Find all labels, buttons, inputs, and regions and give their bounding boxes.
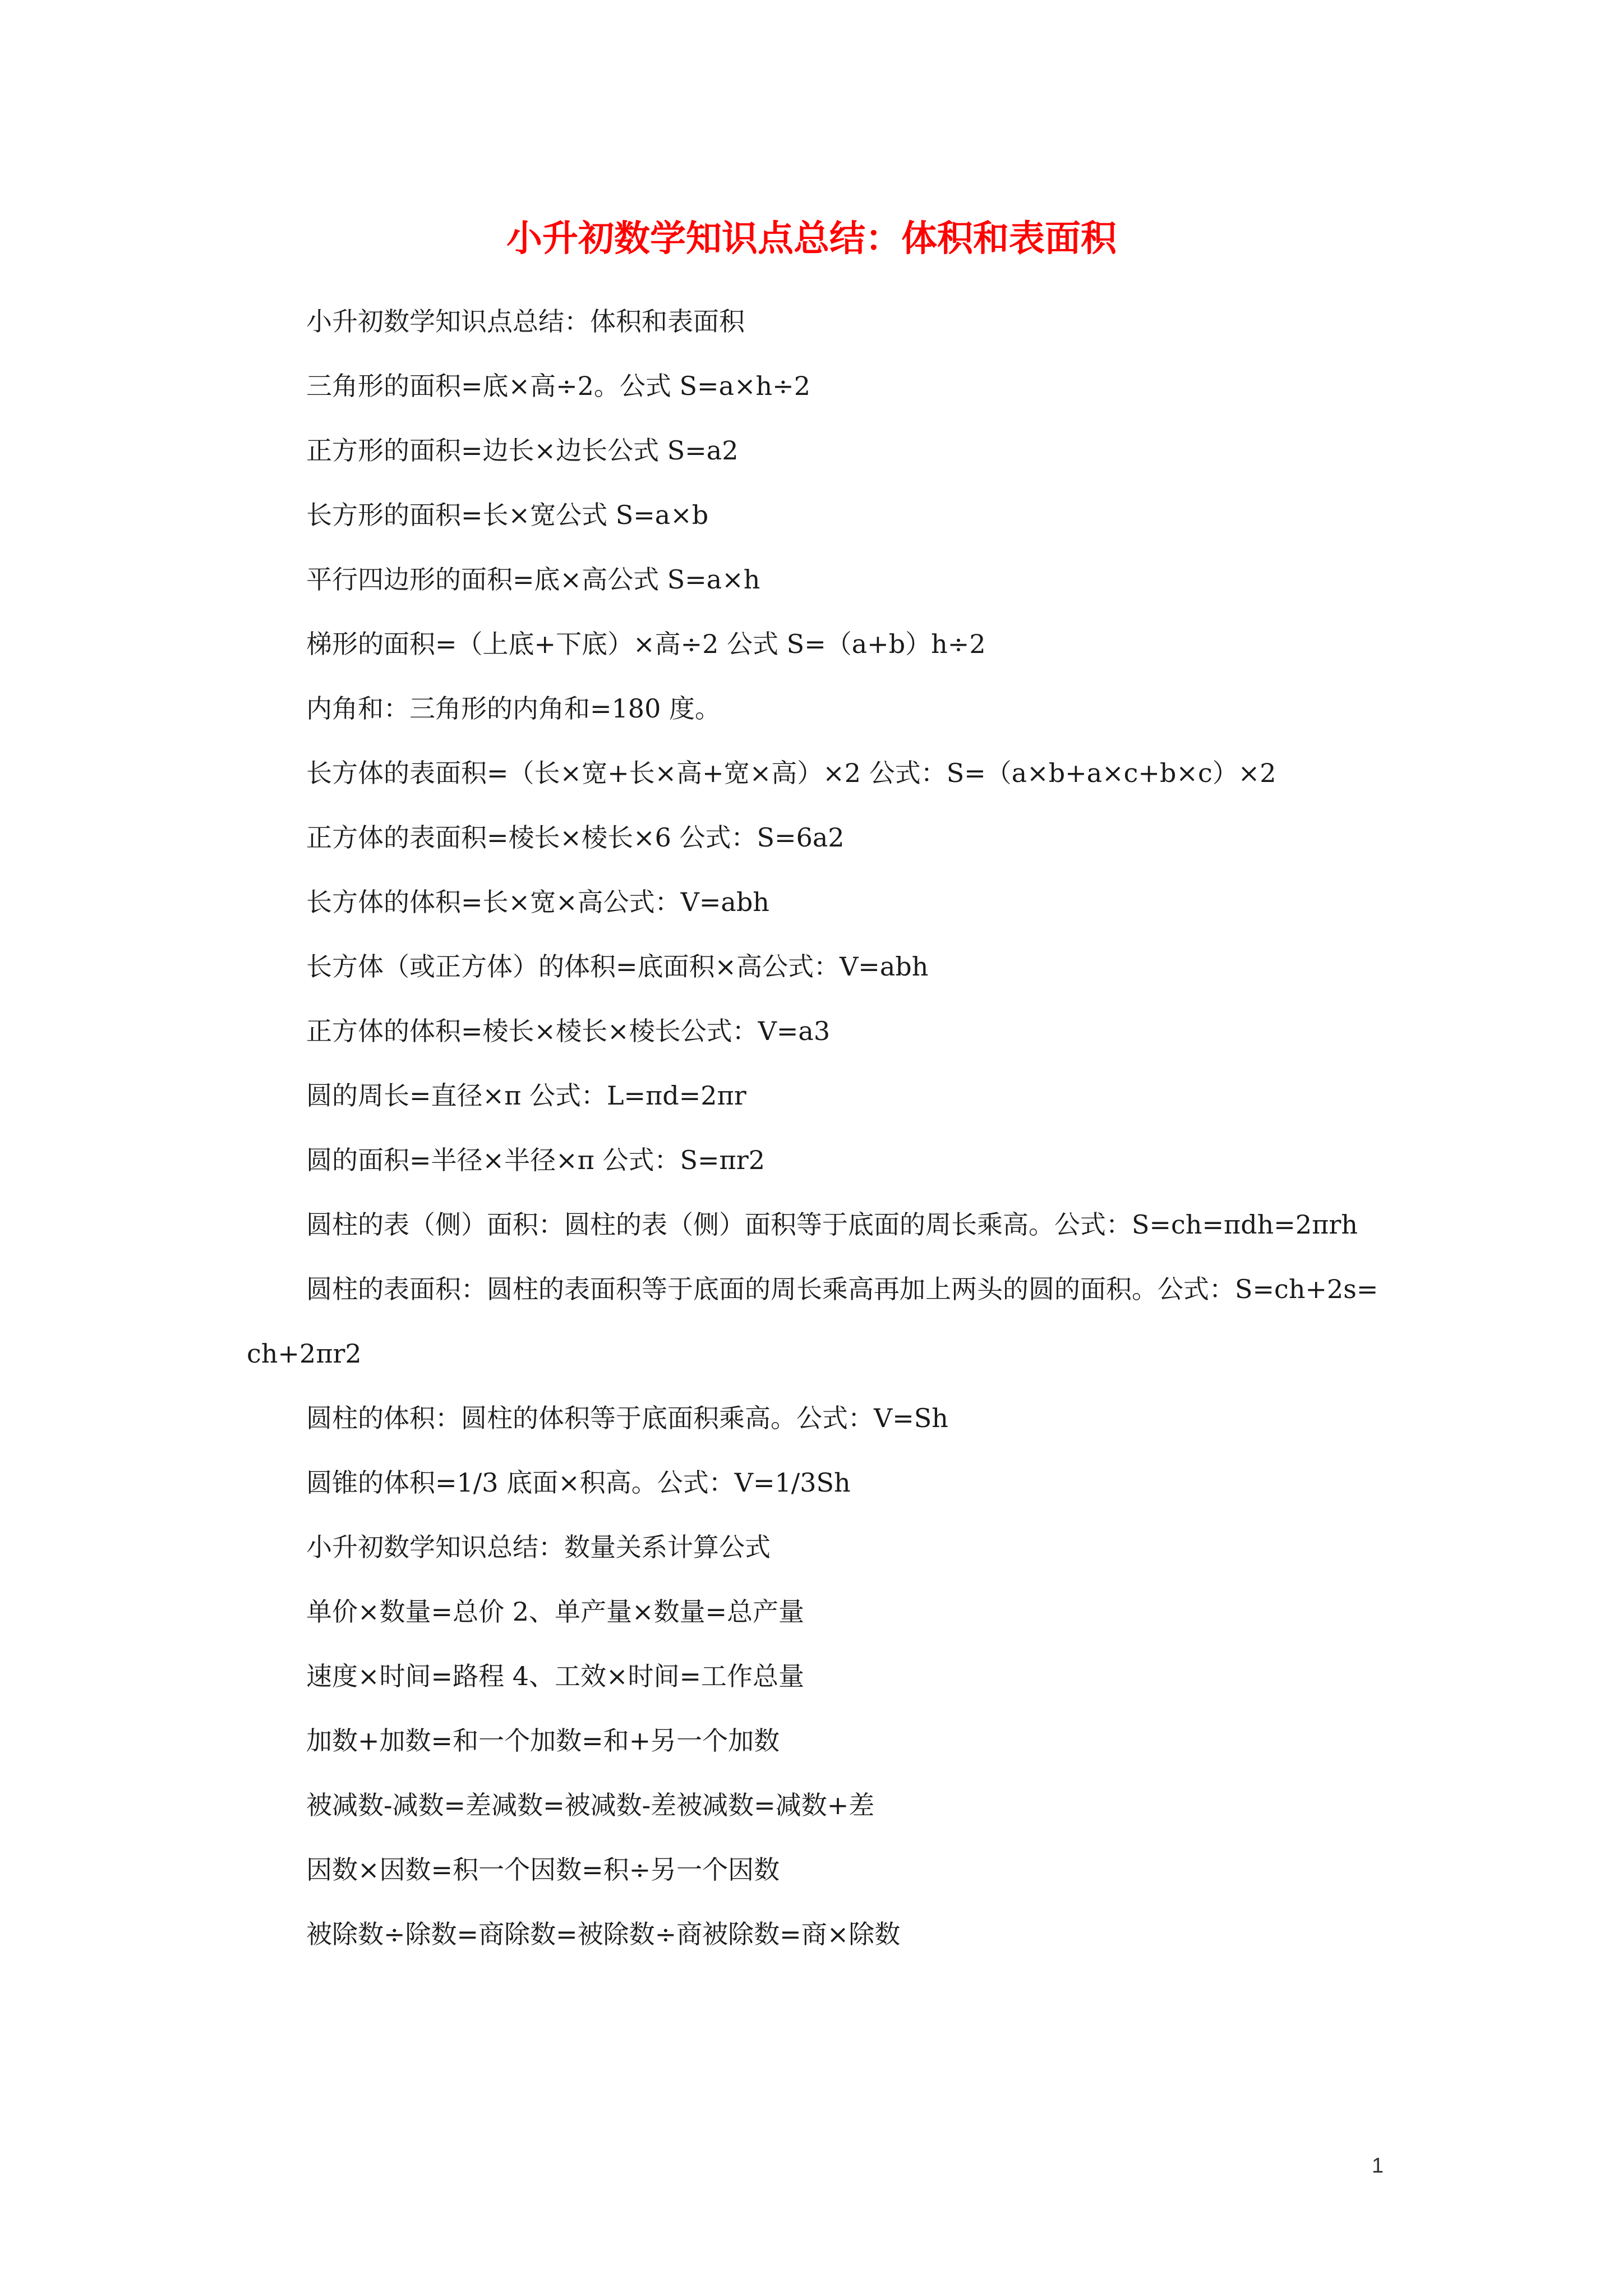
paragraph-8: 长方体的表面积=（长×宽+长×高+宽×高）×2 公式：S=（a×b+a×c+b×c）×2 xyxy=(306,758,1276,788)
paragraph-2: 三角形的面积=底×高÷2。公式 S=a×h÷2 xyxy=(306,371,810,401)
paragraph-17: 圆柱的体积：圆柱的体积等于底面积乘高。公式：V=Sh xyxy=(306,1403,948,1433)
paragraph-5: 平行四边形的面积=底×高公式 S=a×h xyxy=(306,564,760,595)
paragraph-6: 梯形的面积=（上底+下底）×高÷2 公式 S=（a+b）h÷2 xyxy=(306,629,986,659)
paragraph-1: 小升初数学知识点总结：体积和表面积 xyxy=(306,306,745,337)
paragraph-12: 正方体的体积=棱长×棱长×棱长公式：V=a3 xyxy=(306,1016,831,1046)
paragraph-14: 圆的面积=半径×半径×π 公式：S=πr2 xyxy=(306,1145,766,1175)
paragraph-13: 圆的周长=直径×π 公式：L=πd=2πr xyxy=(306,1080,746,1111)
paragraph-10: 长方体的体积=长×宽×高公式：V=abh xyxy=(306,887,769,917)
paragraph-24: 因数×因数=积一个因数=积÷另一个因数 xyxy=(306,1855,780,1885)
paragraph-7: 内角和：三角形的内角和=180 度。 xyxy=(306,693,721,724)
paragraph-25: 被除数÷除数=商除数=被除数÷商被除数=商×除数 xyxy=(306,1919,901,1949)
paragraph-19: 小升初数学知识总结：数量关系计算公式 xyxy=(306,1532,771,1562)
paragraph-3: 正方形的面积=边长×边长公式 S=a2 xyxy=(306,435,739,466)
paragraph-15: 圆柱的表（侧）面积：圆柱的表（侧）面积等于底面的周长乘高。公式：S=ch=πdh=2πrh xyxy=(306,1209,1358,1240)
paragraph-20: 单价×数量=总价 2、单产量×数量=总产量 xyxy=(306,1596,805,1627)
document-title: 小升初数学知识点总结：体积和表面积 xyxy=(506,218,1117,260)
document-body xyxy=(247,289,1387,1967)
paragraph-22: 加数+加数=和一个加数=和+另一个加数 xyxy=(306,1726,780,1756)
paragraph-16: 圆柱的表面积：圆柱的表面积等于底面的周长乘高再加上两头的圆的面积。公式：S=ch+2s=ch+2πr2 xyxy=(247,1274,1378,1369)
paragraph-21: 速度×时间=路程 4、工效×时间=工作总量 xyxy=(306,1661,805,1691)
paragraph-11: 长方体（或正方体）的体积=底面积×高公式：V=abh xyxy=(306,951,929,982)
paragraph-18: 圆锥的体积=1/3 底面×积高。公式：V=1/3Sh xyxy=(306,1467,851,1498)
page-number: 1 xyxy=(1372,2154,1384,2178)
paragraph-9: 正方体的表面积=棱长×棱长×6 公式：S=6a2 xyxy=(306,822,845,853)
paragraph-23: 被减数-减数=差减数=被减数-差被减数=减数+差 xyxy=(306,1790,875,1820)
paragraph-4: 长方形的面积=长×宽公式 S=a×b xyxy=(306,500,709,530)
